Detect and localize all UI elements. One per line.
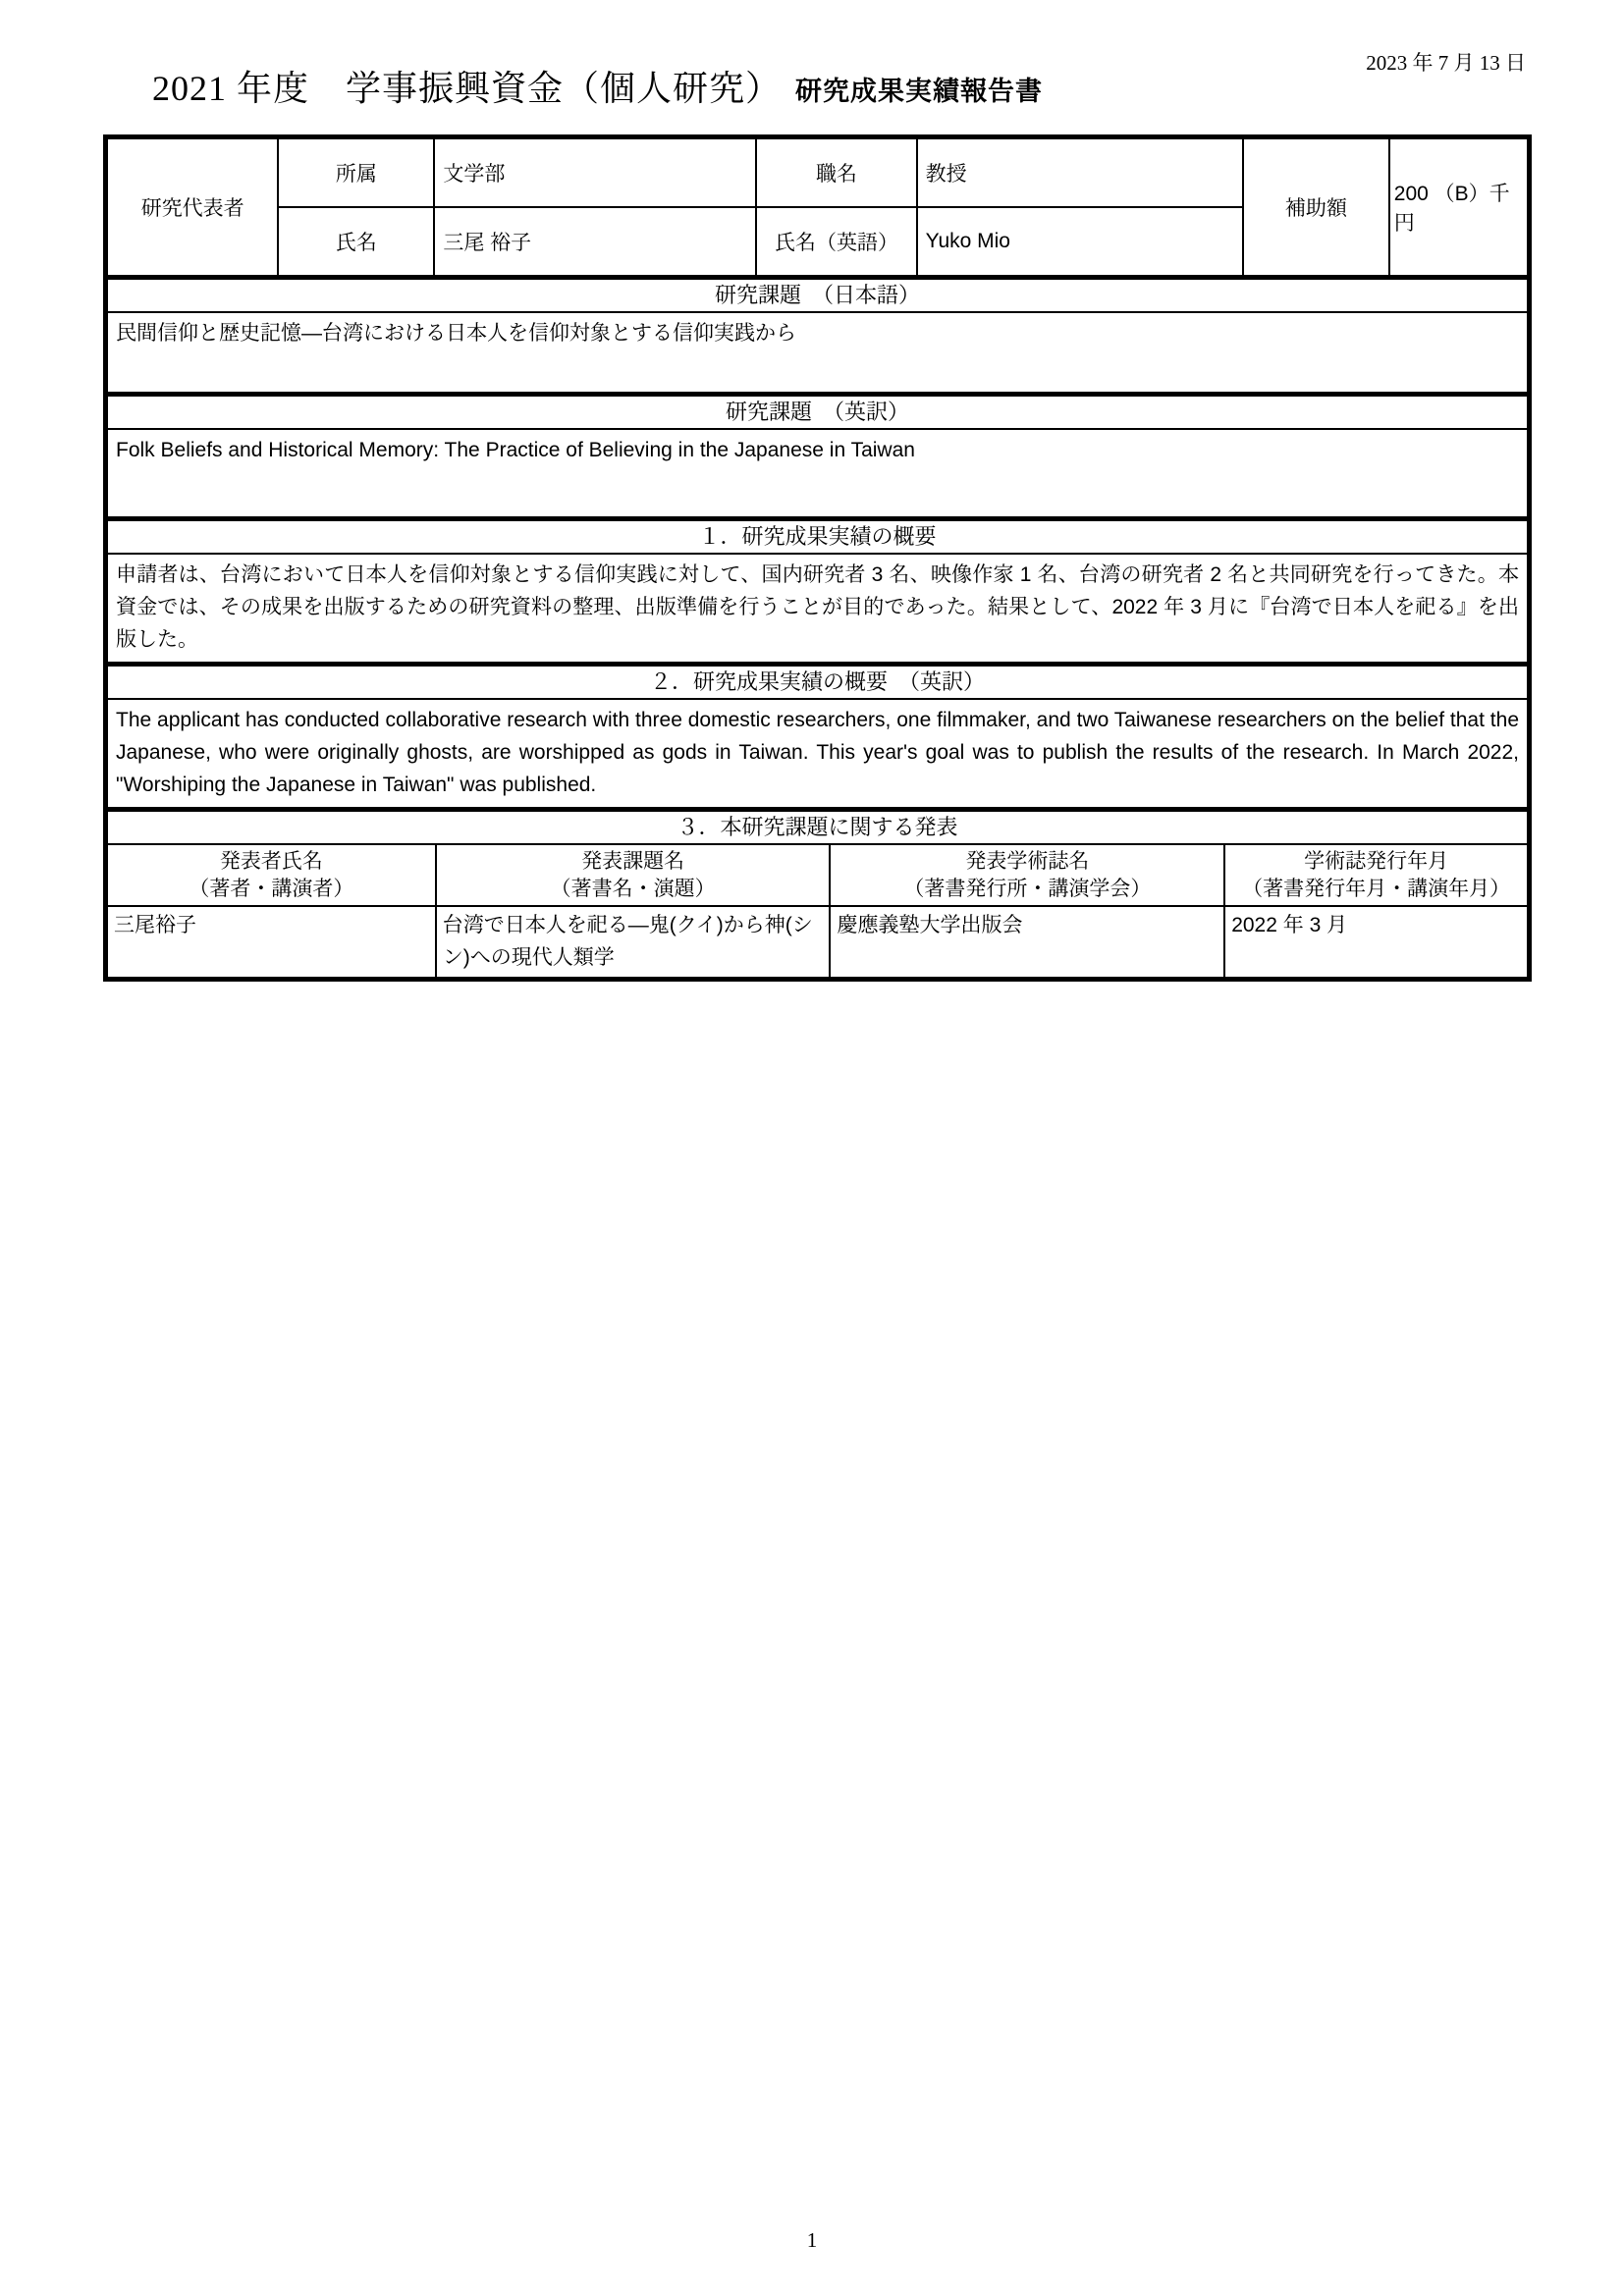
section-topic-ja-header: 研究課題 （日本語）: [108, 280, 1527, 313]
section-topic-en-body: Folk Beliefs and Historical Memory: The Practice of Believing in the Japanese in Taiwan: [116, 439, 915, 461]
section-topic-en-header: 研究課題 （英訳）: [108, 397, 1527, 430]
col-header-journal-line1: 発表学術誌名: [965, 849, 1090, 873]
research-report-document: [103, 134, 1532, 982]
col-header-title-line1: 発表課題名: [581, 849, 685, 873]
subsidy-label: 補助額: [1243, 139, 1389, 275]
section-summary-en: [108, 667, 1527, 812]
name-en-label: 氏名（英語）: [756, 207, 916, 275]
section-summary-ja-header: １．研究成果実績の概要: [108, 521, 1527, 555]
researcher-info-table: [108, 139, 1527, 275]
date-cell: 2022 年 3 月: [1224, 906, 1527, 977]
affiliation-value: 文学部: [434, 139, 756, 207]
section-presentations: [108, 812, 1527, 977]
section-topic-ja: [108, 280, 1527, 397]
section-topic-ja-body: 民間信仰と歴史記憶―台湾における日本人を信仰対象とする信仰実践から: [116, 322, 796, 345]
col-header-title-line2: （著書名・演題）: [550, 877, 716, 900]
section-summary-ja-body: 申請者は、台湾において日本人を信仰対象とする信仰実践に対して、国内研究者 3 名、映像作家 1 名、台湾の研究者 2 名と共同研究を行ってきた。本資金では、その成果を出版するための研究資料の整理、出版準備を行うことが目的であった。結果として、2022 年 3 月に『台湾で日本人を祀る』を出版した。: [116, 563, 1519, 651]
page-number: 1: [806, 2228, 818, 2252]
col-header-date-line2: （著書発行年月・講演年月）: [1242, 877, 1511, 900]
presentations-header-row: [108, 845, 1527, 906]
section-presentations-header: ３．本研究課題に関する発表: [108, 812, 1527, 845]
section-topic-en: [108, 397, 1527, 521]
document-date: 2023 年 7 月 13 日: [1366, 51, 1526, 75]
researcher-rep-label: 研究代表者: [108, 139, 278, 275]
section-summary-en-header: ２．研究成果実績の概要 （英訳）: [108, 667, 1527, 700]
col-header-presenter: [108, 845, 436, 906]
name-label: 氏名: [278, 207, 434, 275]
journal-cell: 慶應義塾大学出版会: [830, 906, 1224, 977]
section-summary-ja: [108, 521, 1527, 667]
title-cell: 台湾で日本人を祀る―鬼(クイ)から神(シン)への現代人類学: [436, 906, 831, 977]
section-summary-en-body: The applicant has conducted collaborative research with three domestic researchers, one filmmaker, and two Taiwanese researchers on the belief that the Japanese, who were originally ghosts, are worshipped as gods in Taiwan. This year's goal was to publish the results of the research. In March 2022, "Worshiping the Japanese in Taiwan" was published.: [116, 709, 1519, 796]
researcher-info-section: [108, 139, 1527, 280]
page-title: [152, 61, 1526, 111]
name-en-value: Yuko Mio: [917, 207, 1243, 275]
presentations-table: [108, 845, 1527, 977]
page-title-sub: 研究成果実績報告書: [795, 77, 1044, 106]
col-header-journal-line2: （著書発行所・講演学会）: [903, 877, 1152, 900]
col-header-presenter-line1: 発表者氏名: [219, 849, 323, 873]
affiliation-label: 所属: [278, 139, 434, 207]
col-header-journal: [830, 845, 1224, 906]
presentations-data-row: [108, 906, 1527, 977]
col-header-date-line1: 学術誌発行年月: [1304, 849, 1449, 873]
subsidy-value: 200 （B）千円: [1389, 139, 1527, 275]
col-header-presenter-line2: （著者・講演者）: [189, 877, 354, 900]
page-title-main: 2021 年度 学事振興資金（個人研究）: [152, 69, 783, 108]
presenter-cell: 三尾裕子: [108, 906, 436, 977]
name-value: 三尾 裕子: [434, 207, 756, 275]
col-header-date: [1224, 845, 1527, 906]
position-value: 教授: [917, 139, 1243, 207]
position-label: 職名: [756, 139, 916, 207]
col-header-title: [436, 845, 831, 906]
